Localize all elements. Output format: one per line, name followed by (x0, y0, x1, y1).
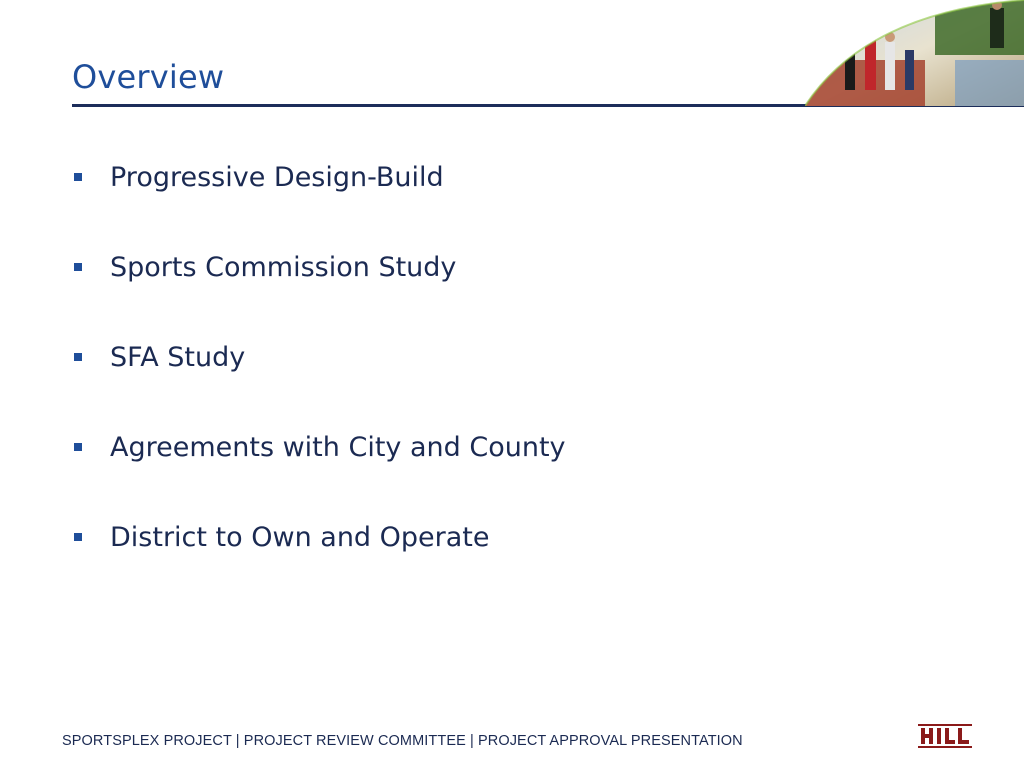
square-bullet-icon (74, 353, 82, 361)
bullet-text: District to Own and Operate (110, 522, 490, 553)
bullet-text: SFA Study (110, 342, 246, 373)
list-item (72, 520, 772, 560)
footer-text: SPORTSPLEX PROJECT | PROJECT REVIEW COMMITTEE | PROJECT APPROVAL PRESENTATION (62, 733, 743, 749)
bullet-text: Progressive Design-Build (110, 162, 444, 193)
square-bullet-icon (74, 533, 82, 541)
square-bullet-icon (74, 263, 82, 271)
list-item (72, 160, 772, 200)
square-bullet-icon (74, 443, 82, 451)
list-item (72, 340, 772, 380)
slide-title: Overview (72, 58, 225, 96)
square-bullet-icon (74, 173, 82, 181)
bullet-text: Sports Commission Study (110, 252, 457, 283)
sports-photo-arc (805, 0, 1024, 106)
list-item (72, 430, 772, 470)
bullet-text: Agreements with City and County (110, 432, 566, 463)
hill-logo-icon (918, 724, 972, 748)
list-item (72, 250, 772, 290)
